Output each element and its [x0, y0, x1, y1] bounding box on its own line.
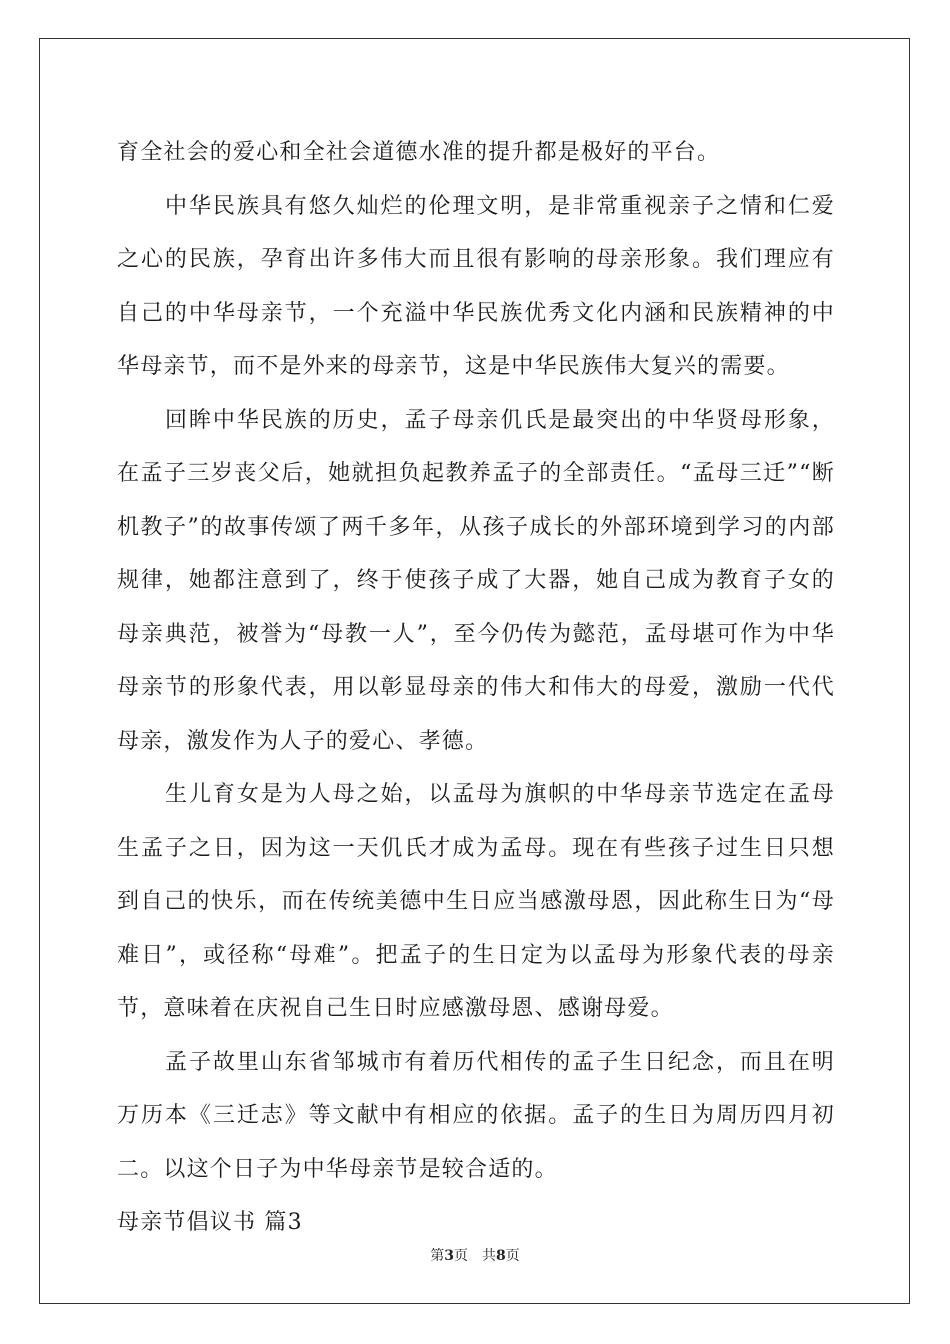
paragraph-5: 孟子故里山东省邹城市有着历代相传的孟子生日纪念，而且在明万历本《三迁志》等文献中有相应的依据。孟子的生日为周历四月初二。以这个日子为中华母亲节是较合适的。 [117, 1049, 835, 1182]
document-body [117, 126, 835, 1250]
total-prefix: 共 [482, 1248, 496, 1264]
paragraph-3: 回眸中华民族的历史，孟子母亲仉氏是最突出的中华贤母形象，在孟子三岁丧父后，她就担负起教养孟子的全部责任。“孟母三迁”“断机教子”的故事传颂了两千多年，从孩子成长的外部环境到学习的内部规律，她都注意到了，终于使孩子成了大器，她自己成为教育子女的母亲典范，被誉为“母教一人”，至今仍传为懿范，孟母堪可作为中华母亲节的形象代表，用以彰显母亲的伟大和伟大的母爱，激励一代代母亲，激发作为人子的爱心、孝德。 [117, 407, 835, 754]
current-page-number: 3 [444, 1248, 454, 1264]
page-suffix: 页 [454, 1248, 468, 1264]
total-pages-number: 8 [496, 1248, 506, 1264]
paragraph-4: 生儿育女是为人母之始，以孟母为旗帜的中华母亲节选定在孟母生孟子之日，因为这一天仉氏才成为孟母。现在有些孩子过生日只想到自己的快乐，而在传统美德中生日应当感激母恩，因此称生日为“母难日”，或径称“母难”。把孟子的生日定为以孟母为形象代表的母亲节，意味着在庆祝自己生日时应感激母恩、感谢母爱。 [117, 782, 835, 1021]
paragraph-2: 中华民族具有悠久灿烂的伦理文明，是非常重视亲子之情和仁爱之心的民族，孕育出许多伟大而且很有影响的母亲形象。我们理应有自己的中华母亲节，一个充溢中华民族优秀文化内涵和民族精神的中华母亲节，而不是外来的母亲节，这是中华民族伟大复兴的需要。 [117, 193, 835, 379]
section-heading: 母亲节倡议书 篇3 [117, 1210, 303, 1235]
total-suffix: 页 [505, 1248, 520, 1264]
paragraph-1: 育全社会的爱心和全社会道德水准的提升都是极好的平台。 [117, 140, 721, 165]
page-prefix: 第 [430, 1248, 445, 1264]
page-footer [0, 1245, 950, 1265]
